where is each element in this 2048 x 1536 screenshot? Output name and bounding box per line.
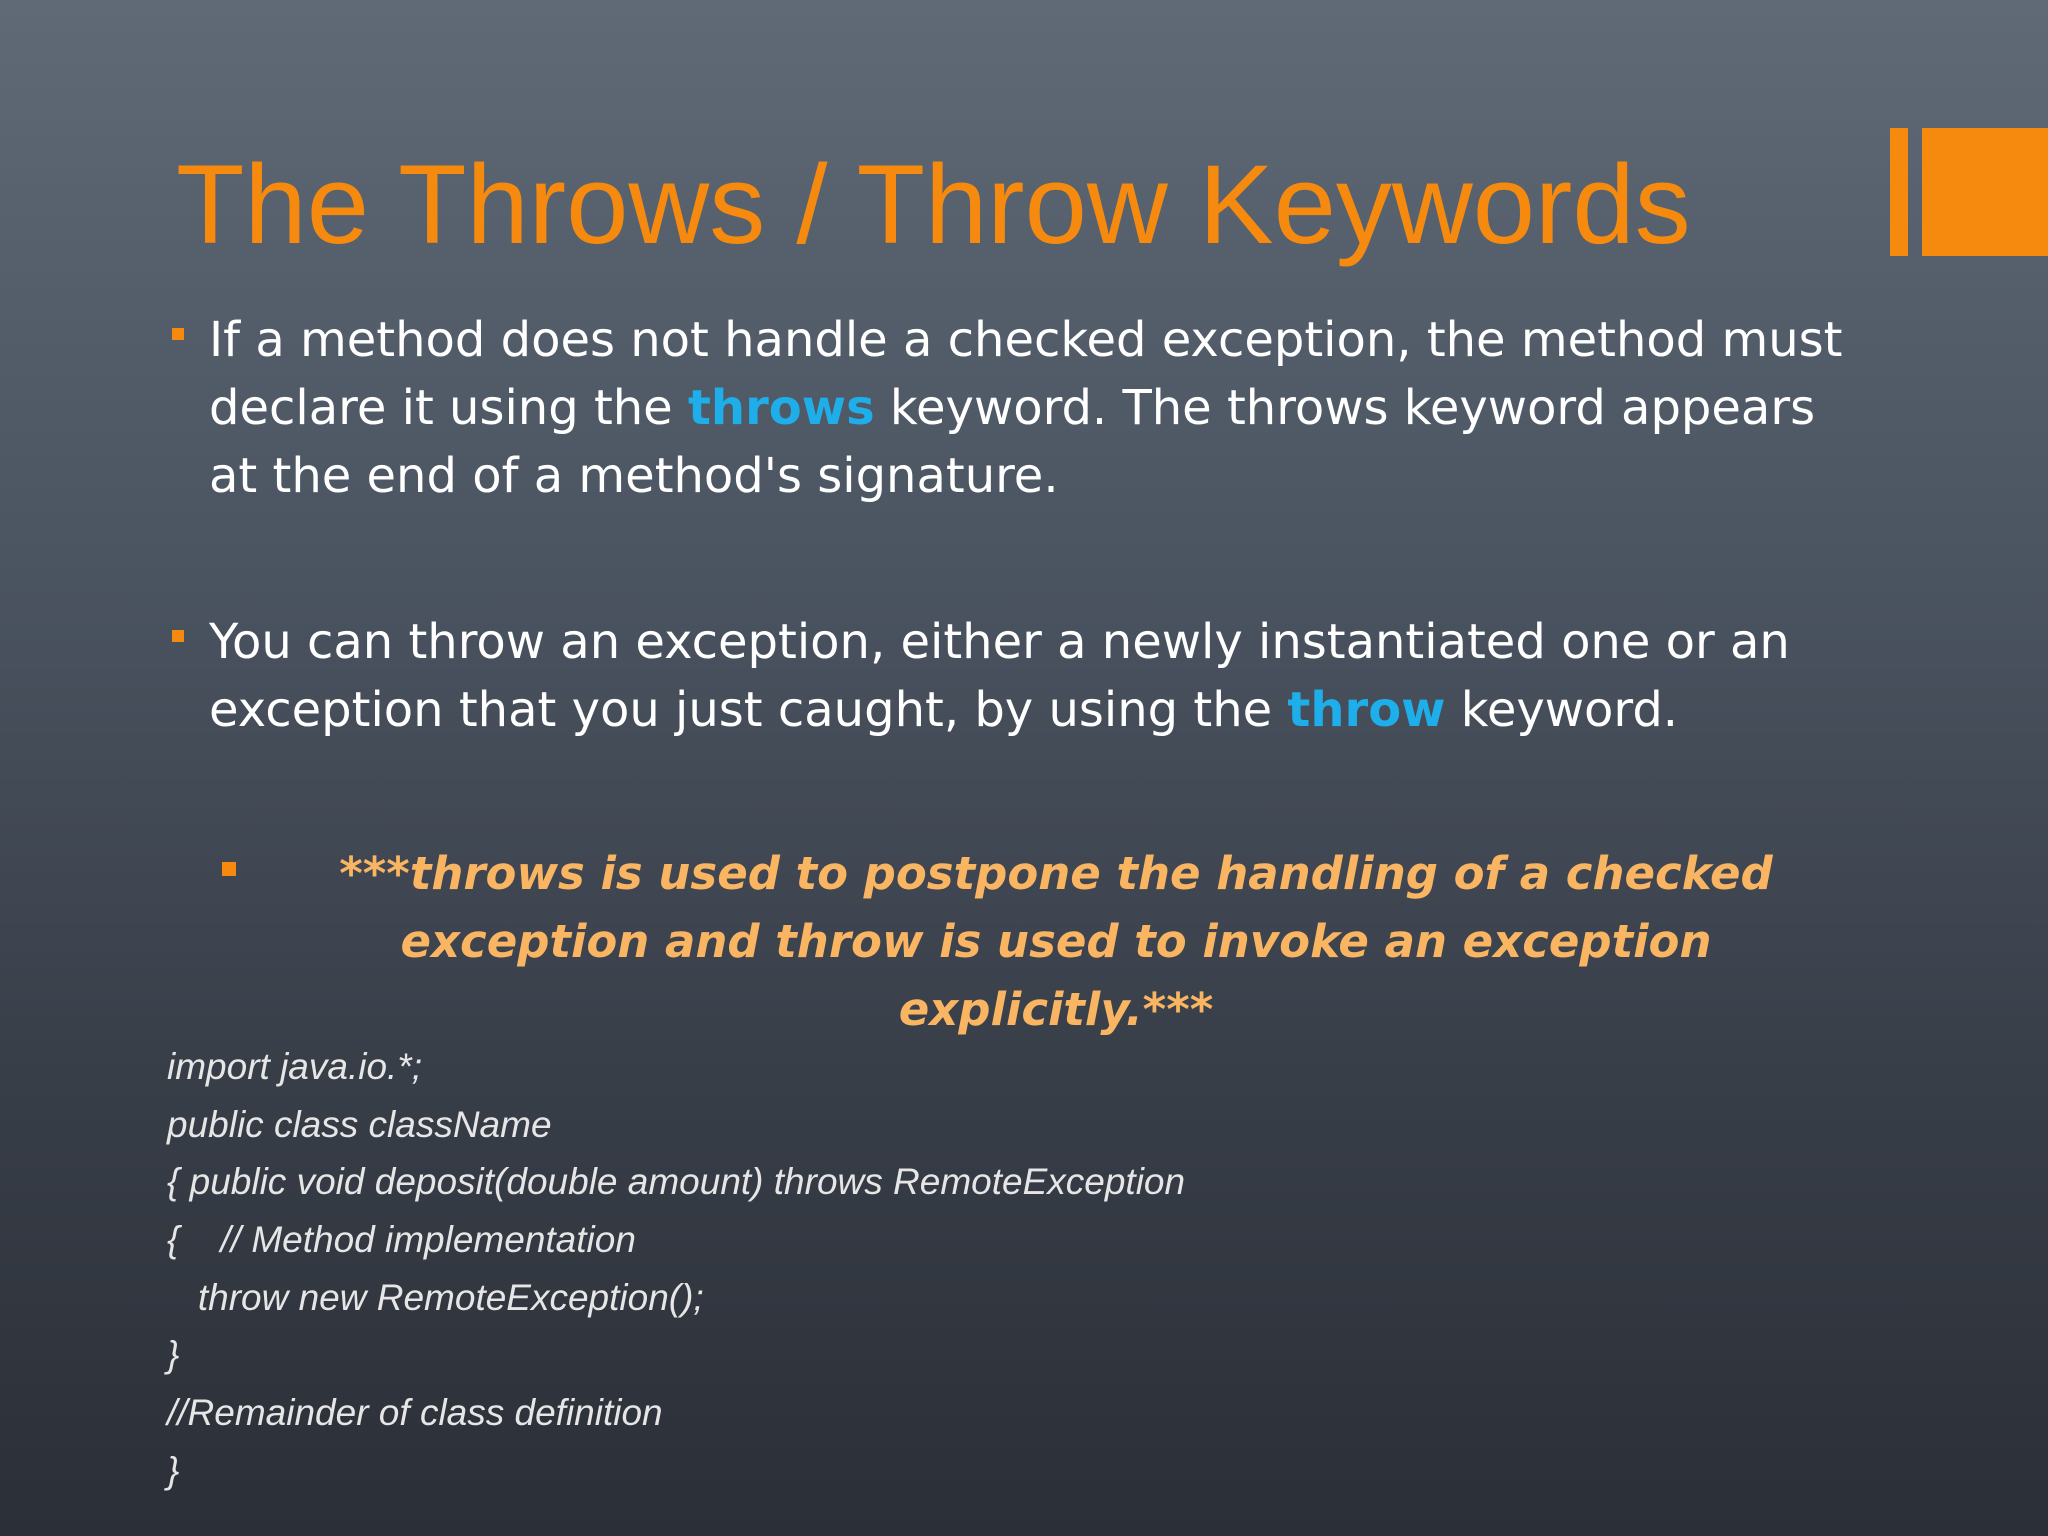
bullet-marker bbox=[172, 328, 184, 340]
bullet-text-before: If a method does not handle a checked exception, the method must declare it using the bbox=[209, 312, 1843, 436]
highlight-note bbox=[216, 840, 1856, 1044]
note-text: ***throws is used to postpone the handling of a checked exception and throw is used to invoke an exception explicitly.*** bbox=[339, 847, 1773, 1036]
note-bullet-marker bbox=[222, 862, 236, 876]
bullet-text-before: You can throw an exception, either a newly instantiated one or an exception that you just caught, by using the bbox=[209, 614, 1790, 738]
accent-bar-thin bbox=[1890, 128, 1908, 256]
code-line: { // Method implementation bbox=[167, 1219, 636, 1261]
bullet-throws bbox=[172, 306, 1852, 510]
code-line: //Remainder of class definition bbox=[167, 1392, 663, 1434]
code-line: import java.io.*; bbox=[167, 1046, 422, 1087]
bullet-text bbox=[209, 608, 1852, 744]
bullet-throw bbox=[172, 608, 1852, 744]
code-line: } bbox=[167, 1334, 180, 1376]
keyword-throw: throw bbox=[1287, 682, 1446, 738]
bullet-text bbox=[209, 306, 1852, 510]
code-line: { public void deposit(double amount) throws RemoteException bbox=[167, 1161, 1186, 1203]
bullet-text-after: keyword. bbox=[1445, 682, 1679, 738]
code-line: public class className bbox=[167, 1103, 552, 1145]
bullet-text-after: keyword. The throws keyword appears at the end of a method's signature. bbox=[209, 380, 1816, 504]
code-line: throw new RemoteException(); bbox=[167, 1276, 704, 1318]
accent-bar-block bbox=[1922, 128, 2048, 256]
code-line: } bbox=[167, 1449, 180, 1491]
bullet-marker bbox=[172, 630, 184, 642]
slide-title: The Throws / Throw Keywords bbox=[176, 142, 1691, 267]
code-example bbox=[167, 1038, 1185, 1500]
keyword-throws: throws bbox=[687, 380, 875, 436]
